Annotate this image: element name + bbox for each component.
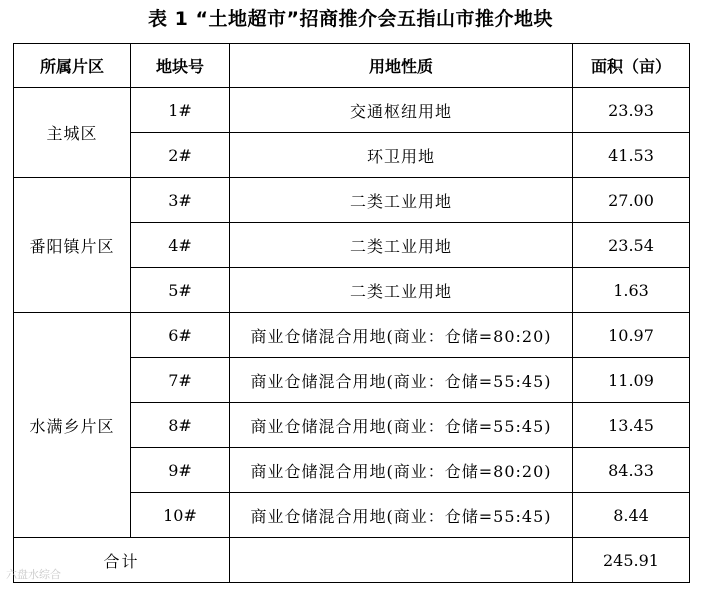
header-zone: 所属片区 bbox=[14, 44, 131, 88]
nature-cell: 商业仓储混合用地(商业：仓储=80:20) bbox=[230, 448, 573, 493]
zone-cell: 番阳镇片区 bbox=[14, 178, 131, 313]
nature-cell: 商业仓储混合用地(商业：仓储=55:45) bbox=[230, 358, 573, 403]
plot-cell: 1# bbox=[131, 88, 230, 133]
table-title: 表 1 “土地超市”招商推介会五指山市推介地块 bbox=[148, 8, 553, 30]
area-cell: 10.97 bbox=[573, 313, 690, 358]
nature-cell: 环卫用地 bbox=[230, 133, 573, 178]
area-cell: 41.53 bbox=[573, 133, 690, 178]
nature-cell: 交通枢纽用地 bbox=[230, 88, 573, 133]
plot-cell: 2# bbox=[131, 133, 230, 178]
total-value: 245.91 bbox=[573, 538, 690, 583]
plot-cell: 6# bbox=[131, 313, 230, 358]
zone-cell: 水满乡片区 bbox=[14, 313, 131, 538]
header-plot: 地块号 bbox=[131, 44, 230, 88]
table-header-row bbox=[14, 44, 690, 88]
table-row bbox=[14, 88, 690, 133]
total-empty-cell bbox=[230, 538, 573, 583]
nature-cell: 商业仓储混合用地(商业：仓储=55:45) bbox=[230, 403, 573, 448]
area-cell: 27.00 bbox=[573, 178, 690, 223]
table-row bbox=[14, 178, 690, 223]
nature-cell: 二类工业用地 bbox=[230, 223, 573, 268]
plot-cell: 8# bbox=[131, 403, 230, 448]
area-cell: 23.54 bbox=[573, 223, 690, 268]
area-cell: 23.93 bbox=[573, 88, 690, 133]
header-area: 面积（亩） bbox=[573, 44, 690, 88]
area-cell: 84.33 bbox=[573, 448, 690, 493]
watermark: 六盘水综合 bbox=[6, 568, 61, 581]
nature-cell: 商业仓储混合用地(商业：仓储=80:20) bbox=[230, 313, 573, 358]
plot-cell: 10# bbox=[131, 493, 230, 538]
area-cell: 11.09 bbox=[573, 358, 690, 403]
nature-cell: 二类工业用地 bbox=[230, 268, 573, 313]
plot-cell: 7# bbox=[131, 358, 230, 403]
plots-table bbox=[13, 43, 690, 583]
total-label: 合计 bbox=[14, 538, 230, 583]
plot-cell: 5# bbox=[131, 268, 230, 313]
area-cell: 8.44 bbox=[573, 493, 690, 538]
total-row bbox=[14, 538, 690, 583]
header-nature: 用地性质 bbox=[230, 44, 573, 88]
table-row bbox=[14, 313, 690, 358]
area-cell: 1.63 bbox=[573, 268, 690, 313]
plot-cell: 3# bbox=[131, 178, 230, 223]
plot-cell: 9# bbox=[131, 448, 230, 493]
zone-cell: 主城区 bbox=[14, 88, 131, 178]
plot-cell: 4# bbox=[131, 223, 230, 268]
nature-cell: 二类工业用地 bbox=[230, 178, 573, 223]
nature-cell: 商业仓储混合用地(商业：仓储=55:45) bbox=[230, 493, 573, 538]
area-cell: 13.45 bbox=[573, 403, 690, 448]
